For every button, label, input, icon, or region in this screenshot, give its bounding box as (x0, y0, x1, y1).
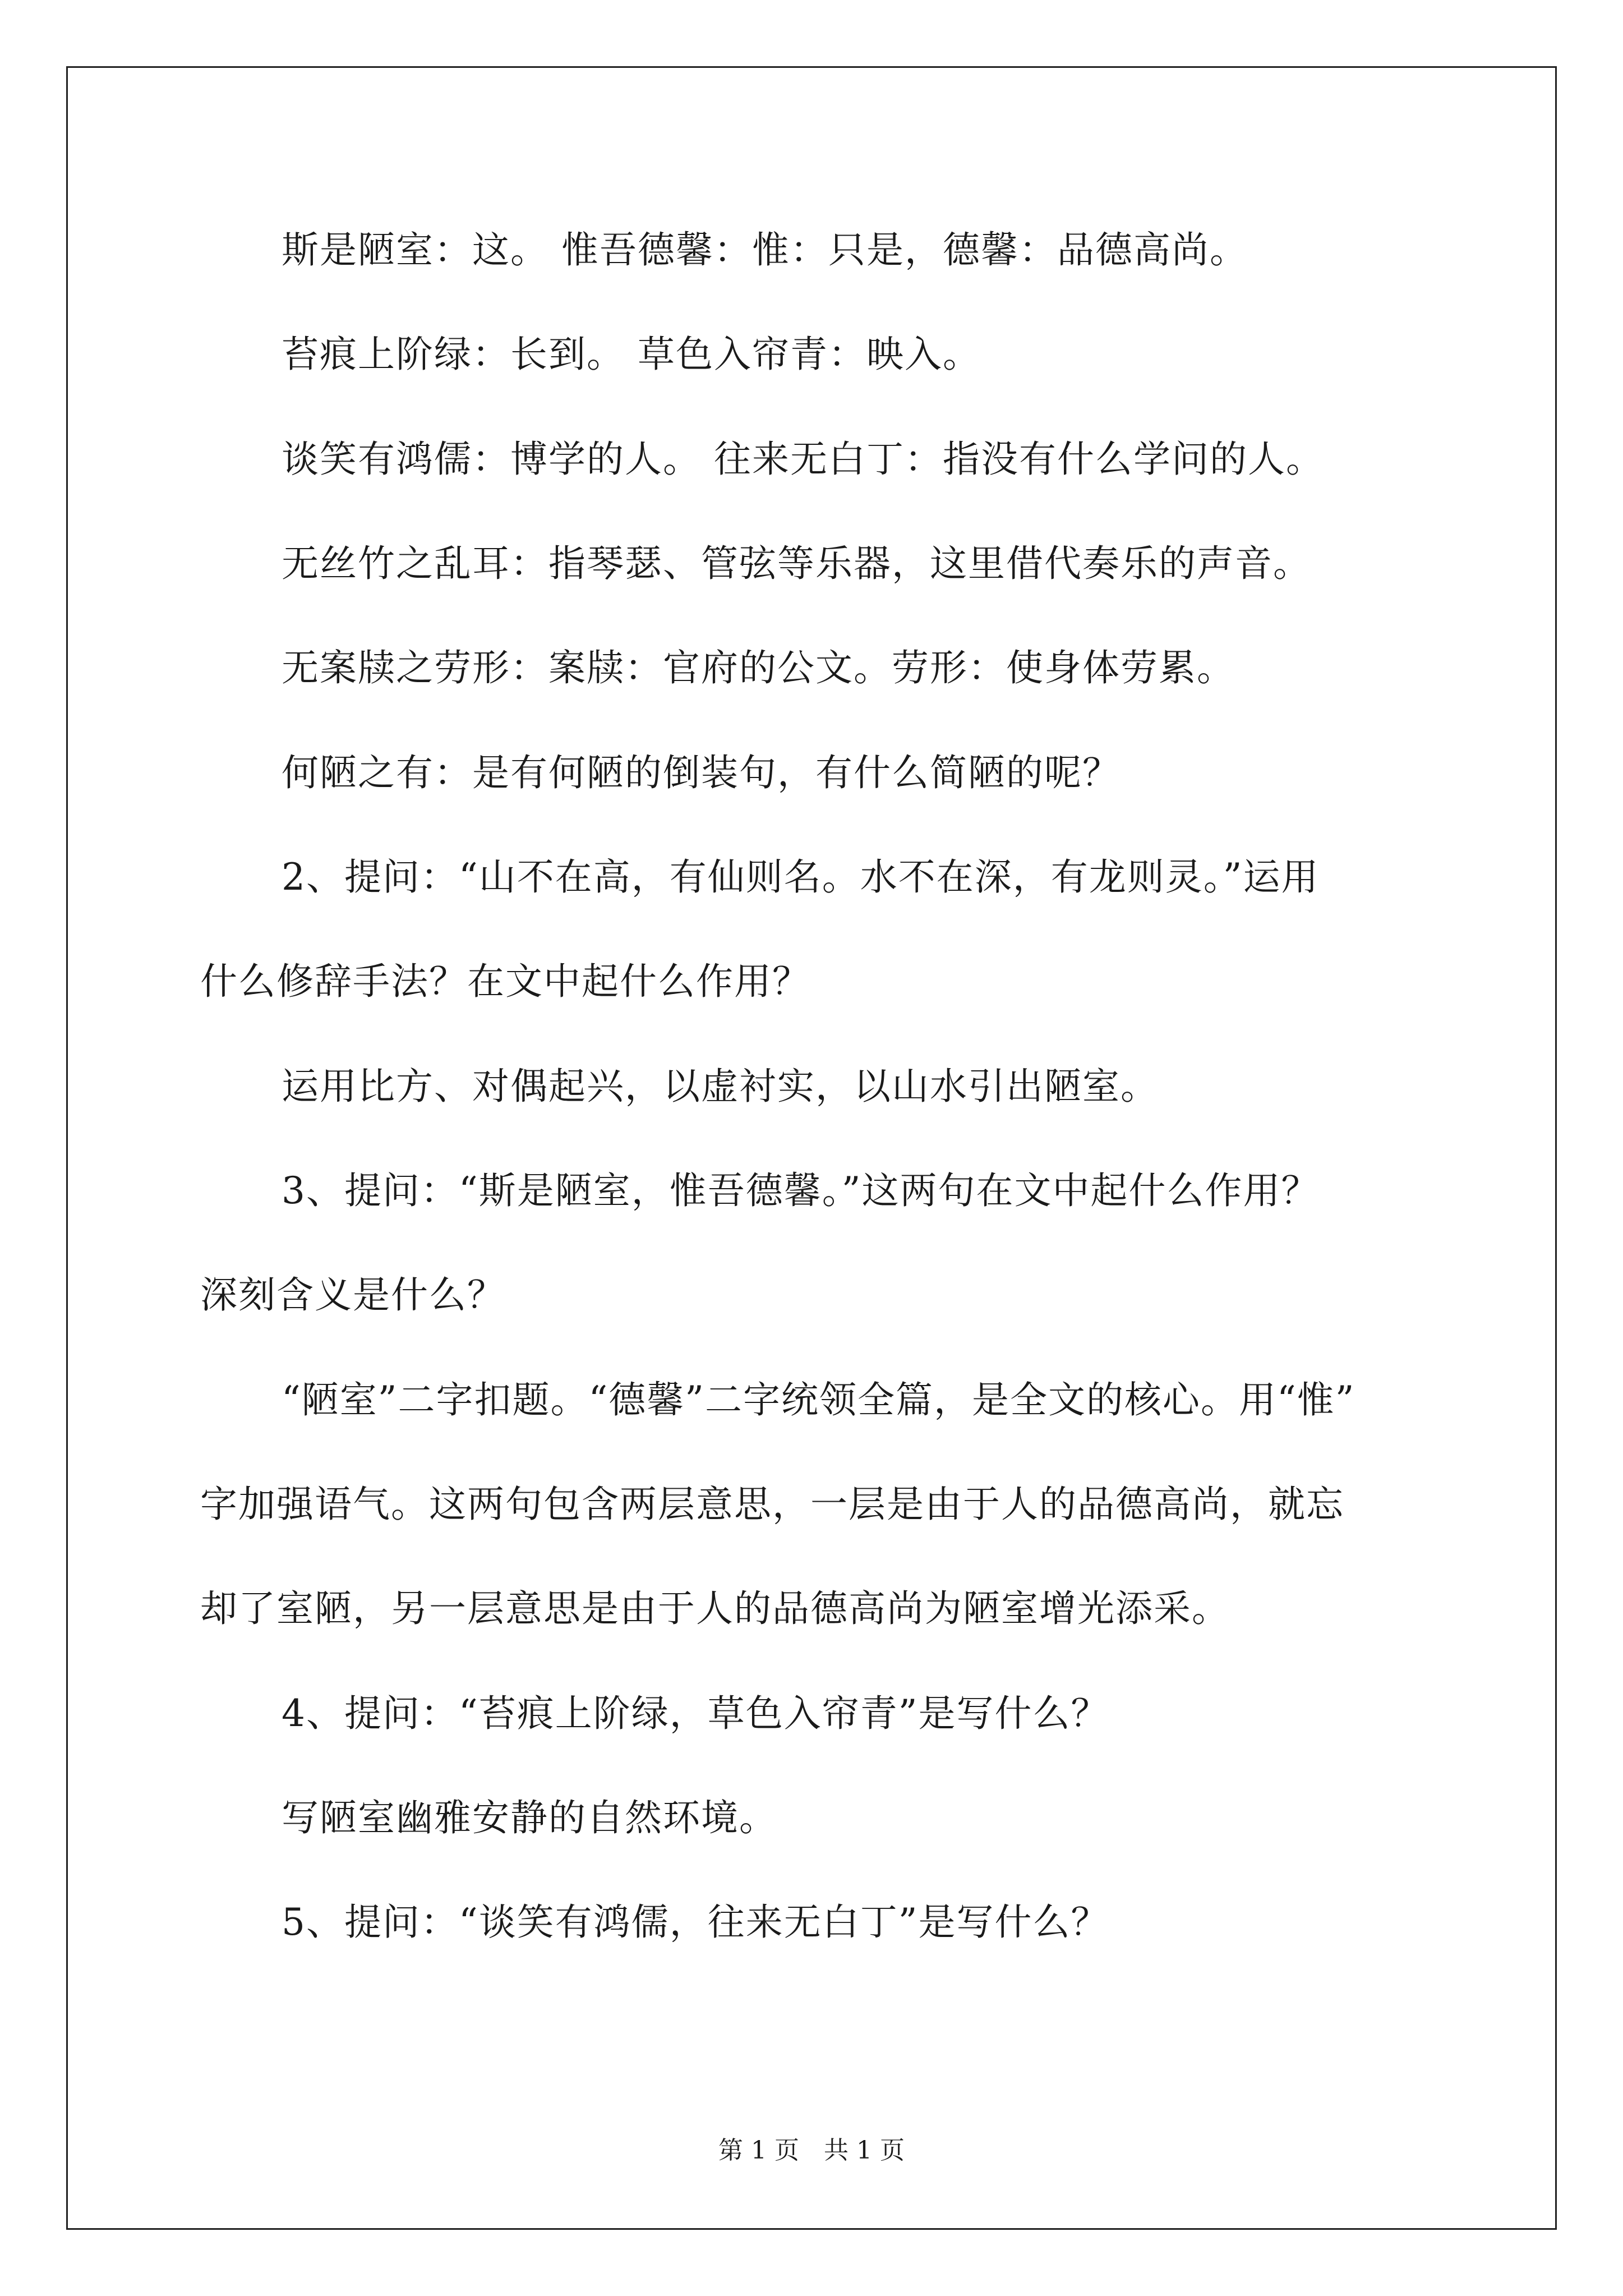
text-line: 3、提问：“斯是陋室，惟吾德馨。”这两句在文中起什么作用？ (282, 1169, 1320, 1212)
text-line: 什么修辞手法？在文中起什么作用？ (200, 960, 810, 1003)
text-line: 4、提问：“苔痕上阶绿，草色入帘青”是写什么？ (282, 1692, 1109, 1735)
text-line: 字加强语气。这两句包含两层意思，一层是由于人的品德高尚，就忘 (200, 1483, 1344, 1526)
text-line: 苔痕上阶绿：长到。 草色入帘青：映入。 (282, 333, 981, 376)
text-line: 5、提问：“谈笑有鸿儒，往来无白丁”是写什么？ (282, 1901, 1109, 1944)
text-line: 深刻含义是什么？ (200, 1273, 505, 1317)
text-line: 谈笑有鸿儒：博学的人。 往来无白丁：指没有什么学问的人。 (282, 438, 1324, 481)
text-line: 无丝竹之乱耳：指琴瑟、管弦等乐器，这里借代奏乐的声音。 (282, 542, 1311, 585)
text-line: 无案牍之劳形：案牍：官府的公文。劳形：使身体劳累。 (282, 646, 1235, 689)
page-number: 第 1 页 共 1 页 (718, 2136, 905, 2165)
text-line: “陋室”二字扣题。“德馨”二字统领全篇，是全文的核心。用“惟” (282, 1378, 1355, 1421)
text-line: 斯是陋室：这。 惟吾德馨：惟：只是，德馨：品德高尚。 (282, 228, 1248, 272)
text-line: 写陋室幽雅安静的自然环境。 (282, 1796, 777, 1839)
text-line: 却了室陋，另一层意思是由于人的品德高尚为陋室增光添采。 (200, 1587, 1230, 1630)
text-line: 2、提问：“山不在高，有仙则名。水不在深，有龙则灵。”运用 (282, 855, 1320, 899)
text-line: 运用比方、对偶起兴，以虚衬实，以山水引出陋室。 (282, 1065, 1159, 1108)
text-line: 何陋之有：是有何陋的倒装句，有什么简陋的呢？ (282, 751, 1121, 794)
